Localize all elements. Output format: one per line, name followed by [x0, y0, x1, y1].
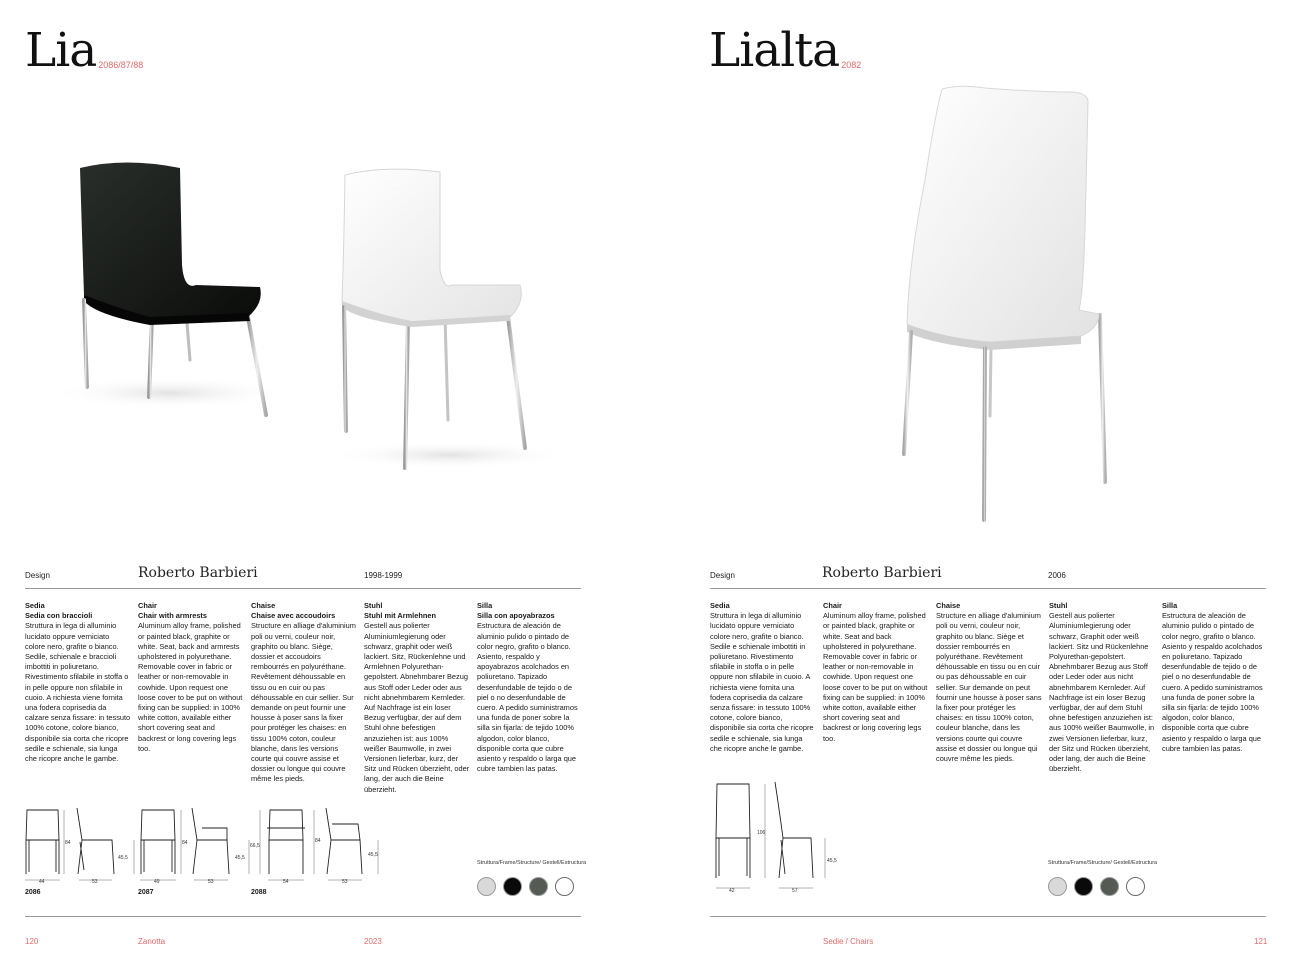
col-heading: Stuhl	[364, 601, 383, 610]
model-code: 2086	[25, 889, 41, 896]
design-label: Design	[25, 571, 50, 580]
catalog-year: 2023	[364, 937, 382, 946]
description-fr	[251, 601, 357, 785]
col-heading: Stuhl	[1049, 601, 1068, 610]
dim-width: 42	[729, 888, 735, 894]
designer-name: Roberto Barbieri	[822, 565, 942, 581]
description-en	[138, 601, 244, 754]
right-page	[645, 0, 1291, 968]
dim-depth: 53	[208, 879, 214, 885]
finishes-label: Struttura/Frame/Structure/ Gestell/Estructura	[477, 860, 587, 866]
finishes-label: Struttura/Frame/Structure/ Gestell/Estructura	[1048, 860, 1158, 866]
design-label: Design	[710, 571, 735, 580]
col-heading: Chair	[138, 601, 157, 610]
description-en	[823, 601, 929, 744]
col-text: Aluminum alloy frame, polished or painted black, graphite or white. Seat, back and armrests upholstered in polyurethane. Removable cover in fabric or leather or non-removable in cowhide. Upon request one loose cover to be put on without fixing can be supplied: in 100% white cotton, available either short covering seat and backrest or long covering legs too.	[138, 621, 243, 753]
col-text: Gestell aus polierter Aluminiumlegierung oder schwarz, Graphit oder weiß lackiert. Sitz und Rückenlehne Polyurethan-gepolstert. Abnehmbarer Bezug aus Stoff oder Leder oder aus nicht abnehmbarem Kernleder. Auf Nachfrage ist ein loser Bezug verfügbar, der auf dem Stuhl ohne befestigen anzuziehen ist: aus 100% weißer Baumwolle, in zwei Versionen lieferbar, kurz, der Sitz und Rücken überzieht, oder lang, der auch die Beine überzieht.	[1049, 611, 1155, 774]
description-it	[710, 601, 816, 754]
finish-swatch	[1074, 877, 1093, 896]
dim-width: 54	[283, 879, 289, 885]
finish-swatch	[1126, 877, 1145, 896]
finish-swatch	[555, 877, 574, 896]
col-subheading: Sedia con braccioli	[25, 611, 93, 621]
col-text: Estructura de aleación de aluminio pulido o pintado de color negro, grafito o blanco. Asiento y respaldo acolchados en poliuretano. Tapizado desenfundable de tejido o de piel o no desenfundable de cuero. A pedido suministramos una funda de poner sobre la silla sin fijarla: de tejido 100% algodon, color blanco, disponible corta que cubre asiento y respaldo o larga que cubre tambien las patas.	[1162, 611, 1263, 753]
col-text: Struttura in lega di alluminio lucidato oppure verniciato colore nero, grafite o bianco. Sedile, schienale e braccioli imbottiti in poliuretano. Rivestimento sfilabile in stoffa o in pelle oppure non sfilabile in cuoio. A richiesta viene fornita una fodera coprisedia da calzare senza fissare: in tessuto 100% cotone, colore bianco, disponibile sia corta che ricopre sedile e schienale, sia lunga che ricopre anche le gambe.	[25, 621, 131, 764]
dim-arm-height: 66,5	[250, 843, 260, 849]
col-heading: Sedia	[25, 601, 45, 610]
col-text: Structure en alliage d'aluminium poli ou verni, couleur noir, graphito ou blanc. Siège, dossier et accoudoirs rembourrés en polyuréthane. Revêtement déhoussable en tissu ou en cuir ou pas déhoussable en cuir sellier. Sur demande on peut fournir une housse à poser sans la fixer pour protéger les chaises: en tissu 100% coton, couleur blanche, dans les versions courte qui couvre assise et dossier ou longue qui couvre même les pieds.	[251, 621, 356, 784]
dimension-drawing	[707, 778, 847, 898]
design-years: 1998-1999	[364, 571, 403, 580]
white-chair	[330, 169, 570, 469]
divider	[710, 588, 1266, 589]
left-page	[0, 0, 645, 968]
dim-height: 106	[757, 830, 766, 836]
dim-depth: 57	[792, 888, 798, 894]
model-code: 2087	[138, 889, 154, 896]
page-number: 120	[25, 937, 39, 946]
brand-name: Zanotta	[138, 937, 166, 946]
finish-swatch	[1048, 877, 1067, 896]
lialta-chair-photo	[885, 80, 1125, 530]
dim-height: 84	[182, 840, 188, 846]
footer-divider	[710, 916, 1266, 917]
col-heading: Silla	[1162, 601, 1178, 610]
col-subheading: Chaise avec accoudoirs	[251, 611, 336, 621]
description-es	[1162, 601, 1268, 754]
dim-depth: 53	[92, 879, 98, 885]
finish-swatch	[529, 877, 548, 896]
dim-height: 84	[65, 840, 71, 846]
dimension-drawings	[22, 800, 397, 890]
dim-seat-height: 45,5	[827, 858, 837, 864]
col-heading: Chaise	[936, 601, 961, 610]
dim-seat-height: 45,5	[235, 855, 245, 861]
product-code: 2086/87/88	[98, 60, 144, 70]
description-de	[1049, 601, 1155, 774]
col-text: Structure en alliage d'aluminium poli ou verni, couleur noir, graphito ou blanc. Siège et dossier rembourrés en polyuréthane. Revêtement déhoussable en tissu ou en cuir ou pas déhoussable en cuir sellier. Sur demande on peut fournir une housse à poser sans la fixer pour protéger les chaises: en tissu 100% coton, couleur blanche, dans les versions courte qui couvre assise et dossier ou longue qui couvre même les pieds.	[936, 611, 1042, 764]
col-heading: Silla	[477, 601, 493, 610]
dim-depth: 53	[342, 879, 348, 885]
design-years: 2006	[1048, 571, 1066, 580]
col-text: Struttura in lega di alluminio lucidato oppure verniciato colore nero, grafite o bianco. Sedile e schienale imbottiti in poliuretano. Rivestimento sfilabile in stoffa o in pelle oppure non sfilabile in cuoio. A richiesta viene fornita una fodera coprisedia da calzare senza fissare: in tessuto 100% cotone, colore bianco, disponibile sia corta che ricopre sedile e schienale, sia lunga che ricopre anche le gambe.	[710, 611, 814, 753]
section-name: Sedie / Chairs	[823, 937, 874, 946]
footer-divider	[25, 916, 581, 917]
col-text: Gestell aus polierter Aluminiumlegierung oder schwarz, graphit oder weiß lackiert. Sitz, Rückenlehne und Armlehnen Polyurethan-gepolstert. Abnehmbarer Bezug aus Stoff oder Leder oder aus nicht abnehmbarem Kernleder. Auf Nachfrage ist ein loser Bezug verfügbar, der auf dem Stuhl ohne befestigen anzuziehen ist: aus 100% weißer Baumwolle, in zwei Versionen lieferbar, kurz, der Sitz und Rücken überzieht, oder lang, der auch die Beine überzieht.	[364, 621, 470, 794]
divider	[25, 588, 581, 589]
description-fr	[936, 601, 1042, 764]
description-it	[25, 601, 131, 764]
col-heading: Chair	[823, 601, 842, 610]
dim-width: 44	[39, 879, 45, 885]
model-code: 2088	[251, 889, 267, 896]
col-subheading: Stuhl mit Armlehnen	[364, 611, 436, 621]
col-heading: Sedia	[710, 601, 730, 610]
col-subheading: Chair with armrests	[138, 611, 208, 621]
col-heading: Chaise	[251, 601, 276, 610]
dim-seat-height: 45,5	[368, 852, 378, 858]
designer-name: Roberto Barbieri	[138, 565, 258, 581]
dim-height: 84	[315, 838, 321, 844]
finish-swatch	[477, 877, 496, 896]
product-title: Lia $^{2086/87/88}$	[25, 23, 144, 78]
description-de	[364, 601, 470, 795]
product-title: Lialta $^{2082}$	[709, 23, 862, 78]
dim-seat-height: 45,5	[118, 855, 128, 861]
dim-width: 49	[154, 879, 160, 885]
black-chair	[50, 163, 290, 416]
product-code: 2082	[841, 60, 862, 70]
col-text: Aluminum alloy frame, polished or painted black, graphite or white. Seat and back upholstered in polyurethane. Removable cover in fabric or leather or non-removable in cowhide. Upon request one loose cover to be put on without fixing can be supplied: in 100% white cotton, available either short covering seat and backrest or long covering legs too.	[823, 611, 928, 743]
description-es	[477, 601, 583, 774]
col-subheading: Silla con apoyabrazos	[477, 611, 555, 621]
col-text: Estructura de aleación de aluminio pulido o pintado de color negro, grafito o blanco. Asiento, respaldo y apoyabrazos acolchados en poliuretano. Tapizado desenfundable de tejido o de piel o no desenfundable de cuero. A pedido suministramos una funda de poner sobre la silla sin fijarla: de tejido 100% algodon, color blanco, disponible corta que cubre asiento y respaldo o larga que cubre tambien las patas.	[477, 621, 578, 774]
page-number: 121	[1254, 937, 1268, 946]
lia-chairs-photo	[20, 135, 580, 500]
finish-swatch	[503, 877, 522, 896]
finish-swatch	[1100, 877, 1119, 896]
